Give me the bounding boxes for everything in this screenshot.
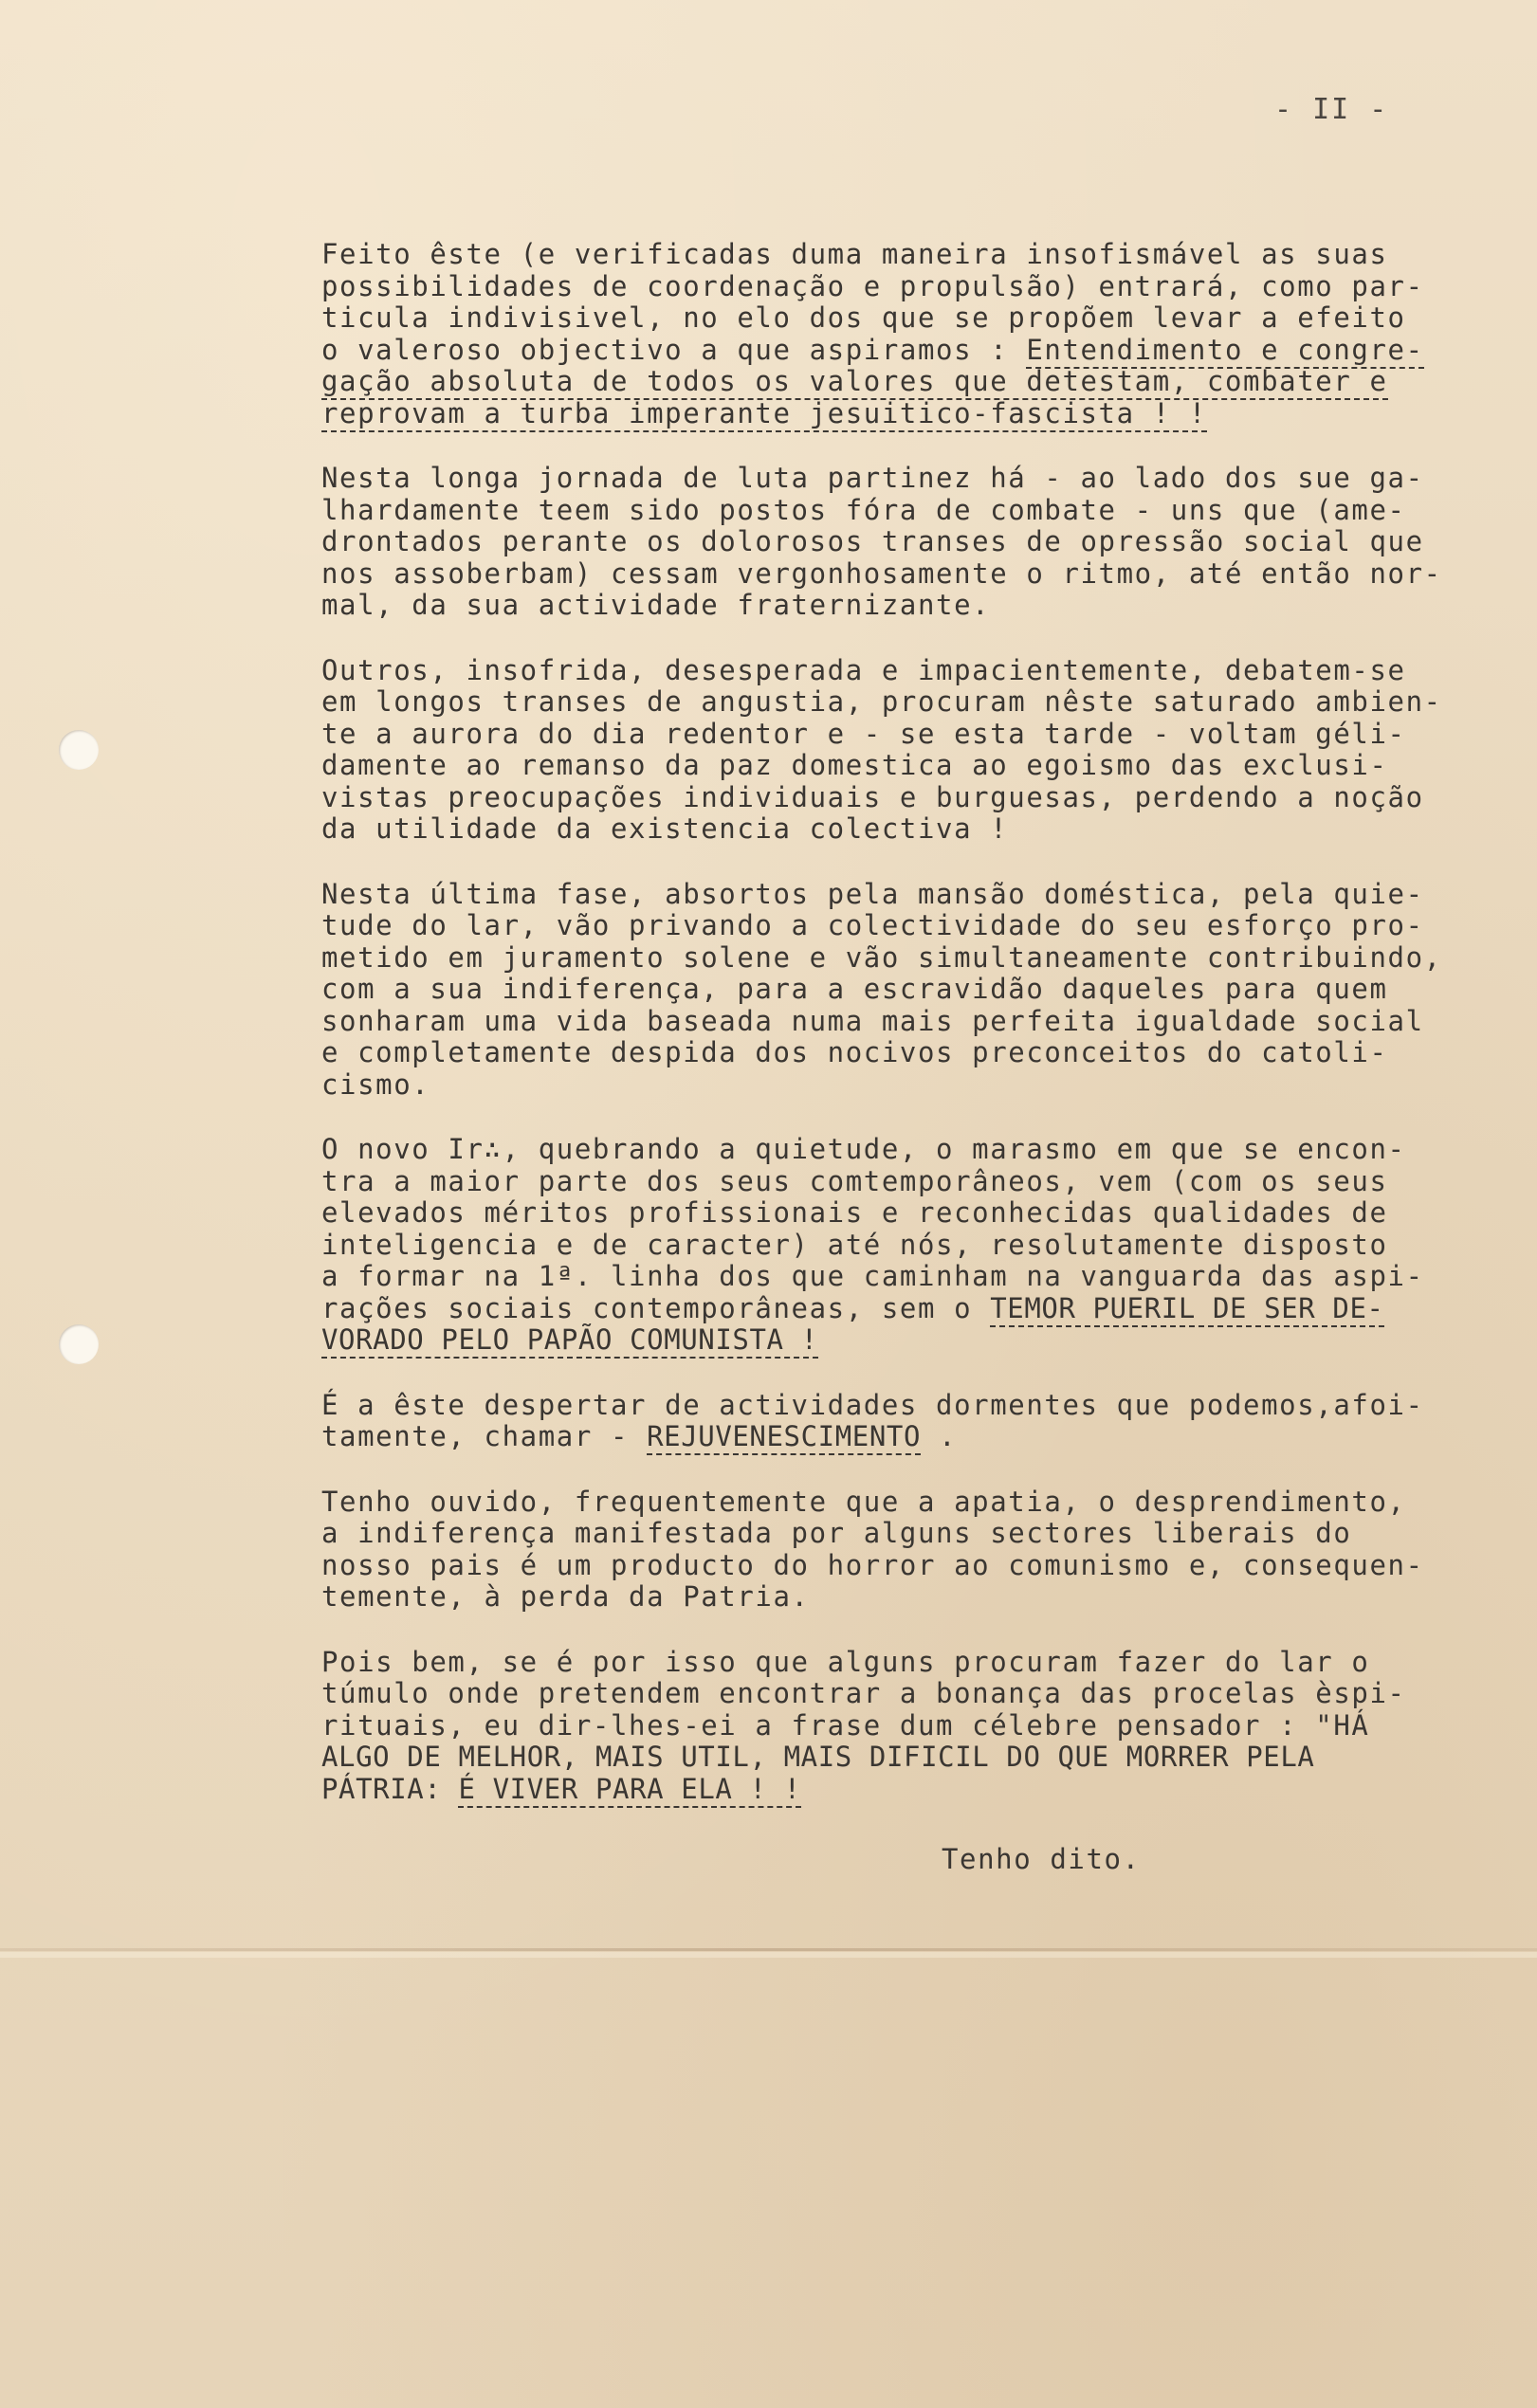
text-line bbox=[321, 558, 1497, 591]
paragraph bbox=[321, 879, 1497, 1102]
text-segment: elevados méritos profissionais e reconhecidas qualidades de bbox=[321, 1196, 1388, 1229]
text-line bbox=[321, 239, 1497, 271]
text-line bbox=[321, 1230, 1497, 1262]
text-segment: Pois bem, se é por isso que alguns procuram fazer do lar o bbox=[321, 1645, 1370, 1678]
text-segment: inteligencia e de caracter) até nós, resolutamente disposto bbox=[321, 1228, 1388, 1261]
text-line bbox=[321, 1166, 1497, 1198]
paper-fold-highlight bbox=[0, 1952, 1537, 1958]
text-segment: e completamente despida dos nocivos preconceitos do catoli- bbox=[321, 1036, 1388, 1068]
text-segment: Feito êste (e verificadas duma maneira insofismável as suas bbox=[321, 238, 1388, 270]
text-segment: com a sua indiferença, para a escravidão daqueles para quem bbox=[321, 973, 1388, 1005]
text-line bbox=[321, 686, 1497, 719]
text-line bbox=[321, 1197, 1497, 1230]
punch-hole bbox=[59, 730, 99, 770]
text-line bbox=[321, 398, 1497, 430]
text-segment: metido em juramento solene e vão simultaneamente contribuindo, bbox=[321, 940, 1442, 974]
text-line bbox=[321, 271, 1497, 303]
text-segment: Tenho ouvido, frequentemente que a apatia, o desprendimento, bbox=[321, 1485, 1406, 1518]
text-segment: nosso pais é um producto do horror ao comunismo e, consequen- bbox=[321, 1548, 1424, 1581]
text-segment: vistas preocupações individuais e burguesas, perdendo a noção bbox=[321, 780, 1424, 813]
text-segment: rituais, eu dir-lhes-ei a frase dum célebre pensador : "HÁ bbox=[321, 1708, 1370, 1742]
text-segment: Nesta longa jornada de luta partinez há - ao lado dos sue ga- bbox=[321, 462, 1424, 494]
text-line bbox=[321, 1710, 1497, 1742]
text-segment: ALGO DE MELHOR, MAIS UTIL, MAIS DIFICIL DO QUE MORRER PELA bbox=[321, 1741, 1315, 1773]
text-segment: É a êste despertar de actividades dormentes que podemos,afoi- bbox=[321, 1388, 1424, 1421]
text-line bbox=[321, 974, 1497, 1006]
text-line bbox=[321, 879, 1497, 911]
typewritten-body bbox=[321, 239, 1497, 1838]
text-line bbox=[321, 302, 1497, 335]
text-segment: rações sociais contemporâneas, sem o bbox=[321, 1291, 991, 1324]
text-segment: temente, à perda da Patria. bbox=[321, 1580, 810, 1613]
text-line bbox=[321, 335, 1497, 367]
text-line bbox=[321, 1774, 1497, 1806]
text-segment: em longos transes de angustia, procuram nêste saturado ambien- bbox=[321, 685, 1442, 718]
text-line bbox=[321, 366, 1497, 398]
text-line bbox=[321, 1678, 1497, 1710]
text-line bbox=[321, 1581, 1497, 1614]
text-line bbox=[321, 1421, 1497, 1453]
text-line bbox=[321, 590, 1497, 622]
text-segment: PÁTRIA: bbox=[321, 1772, 459, 1805]
paragraph bbox=[321, 655, 1497, 846]
text-segment: . bbox=[921, 1420, 958, 1452]
text-segment: Nesta última fase, absortos pela mansão doméstica, pela quie- bbox=[321, 877, 1424, 910]
closing-line: Tenho dito. bbox=[942, 1843, 1141, 1875]
paragraph bbox=[321, 463, 1497, 622]
underlined-text: Entendimento e congre- bbox=[1026, 334, 1423, 369]
underlined-text: VORADO PELO PAPÃO COMUNISTA ! bbox=[321, 1323, 818, 1359]
text-segment: te a aurora do dia redentor e - se esta tarde - voltam géli- bbox=[321, 717, 1406, 750]
paragraph bbox=[321, 239, 1497, 429]
text-segment: Outros, insofrida, desesperada e impacientemente, debatem-se bbox=[321, 653, 1406, 686]
text-line bbox=[321, 1037, 1497, 1069]
text-segment: damente ao remanso da paz domestica ao egoismo das exclusi- bbox=[321, 749, 1388, 781]
text-segment: tamente, chamar - bbox=[321, 1420, 648, 1452]
page-number: - II - bbox=[1274, 93, 1389, 126]
underlined-text: É VIVER PARA ELA ! ! bbox=[458, 1773, 800, 1808]
paragraph bbox=[321, 1487, 1497, 1614]
text-line bbox=[321, 813, 1497, 846]
paragraph bbox=[321, 1647, 1497, 1806]
text-segment: da utilidade da existencia colectiva ! bbox=[321, 812, 1009, 845]
text-segment: lhardamente teem sido postos fóra de combate - uns que (ame- bbox=[321, 493, 1406, 526]
punch-hole bbox=[59, 1324, 99, 1364]
underlined-text: REJUVENESCIMENTO bbox=[647, 1420, 921, 1455]
text-segment: ticula indivisivel, no elo dos que se propõem levar a efeito bbox=[321, 301, 1406, 334]
text-segment: possibilidades de coordenação e propulsão) entrará, como par- bbox=[321, 269, 1424, 302]
paragraph bbox=[321, 1134, 1497, 1357]
text-segment: O novo Ir∴, quebrando a quietude, o marasmo em que se encon- bbox=[321, 1133, 1406, 1165]
text-segment: a indiferença manifestada por alguns sectores liberais do bbox=[321, 1517, 1352, 1549]
text-line bbox=[321, 1390, 1497, 1422]
paragraph bbox=[321, 1390, 1497, 1453]
underlined-text: gação absoluta de todos os valores que detestam, combater e bbox=[321, 365, 1388, 400]
text-line bbox=[321, 526, 1497, 558]
text-line bbox=[321, 495, 1497, 527]
text-line bbox=[321, 750, 1497, 782]
text-line bbox=[321, 1518, 1497, 1550]
underlined-text: TEMOR PUERIL DE SER DE- bbox=[990, 1292, 1383, 1327]
text-segment: a formar na 1ª. linha dos que caminham na vanguarda das aspi- bbox=[321, 1260, 1424, 1292]
text-segment: nos assoberbam) cessam vergonhosamente o ritmo, até então nor- bbox=[321, 556, 1442, 590]
text-line bbox=[321, 463, 1497, 495]
paper-fold-crease bbox=[0, 1948, 1537, 1951]
text-line bbox=[321, 655, 1497, 687]
text-line bbox=[321, 1134, 1497, 1166]
text-line bbox=[321, 1647, 1497, 1679]
text-line bbox=[321, 1261, 1497, 1293]
text-line bbox=[321, 1324, 1497, 1357]
text-line bbox=[321, 782, 1497, 814]
text-line bbox=[321, 719, 1497, 751]
text-segment: túmulo onde pretendem encontrar a bonança das procelas èspi- bbox=[321, 1677, 1406, 1709]
text-line bbox=[321, 1006, 1497, 1038]
text-segment: cismo. bbox=[321, 1067, 430, 1101]
text-segment: tra a maior parte dos seus comtemporâneos, vem (com os seus bbox=[321, 1164, 1388, 1197]
underlined-text: reprovam a turba imperante jesuitico-fascista ! ! bbox=[321, 397, 1207, 432]
text-line bbox=[321, 1550, 1497, 1582]
text-segment: mal, da sua actividade fraternizante. bbox=[321, 589, 991, 621]
text-line bbox=[321, 1742, 1497, 1774]
text-line bbox=[321, 1069, 1497, 1102]
text-segment: drontados perante os dolorosos transes de opressão social que bbox=[321, 525, 1424, 557]
text-line bbox=[321, 942, 1497, 975]
text-line bbox=[321, 910, 1497, 942]
text-segment: tude do lar, vão privando a colectividade do seu esforço pro- bbox=[321, 909, 1424, 941]
text-line bbox=[321, 1487, 1497, 1519]
text-segment: o valeroso objectivo a que aspiramos : bbox=[321, 333, 1027, 366]
text-line bbox=[321, 1293, 1497, 1325]
text-segment: sonharam uma vida baseada numa mais perfeita igualdade social bbox=[321, 1004, 1424, 1037]
